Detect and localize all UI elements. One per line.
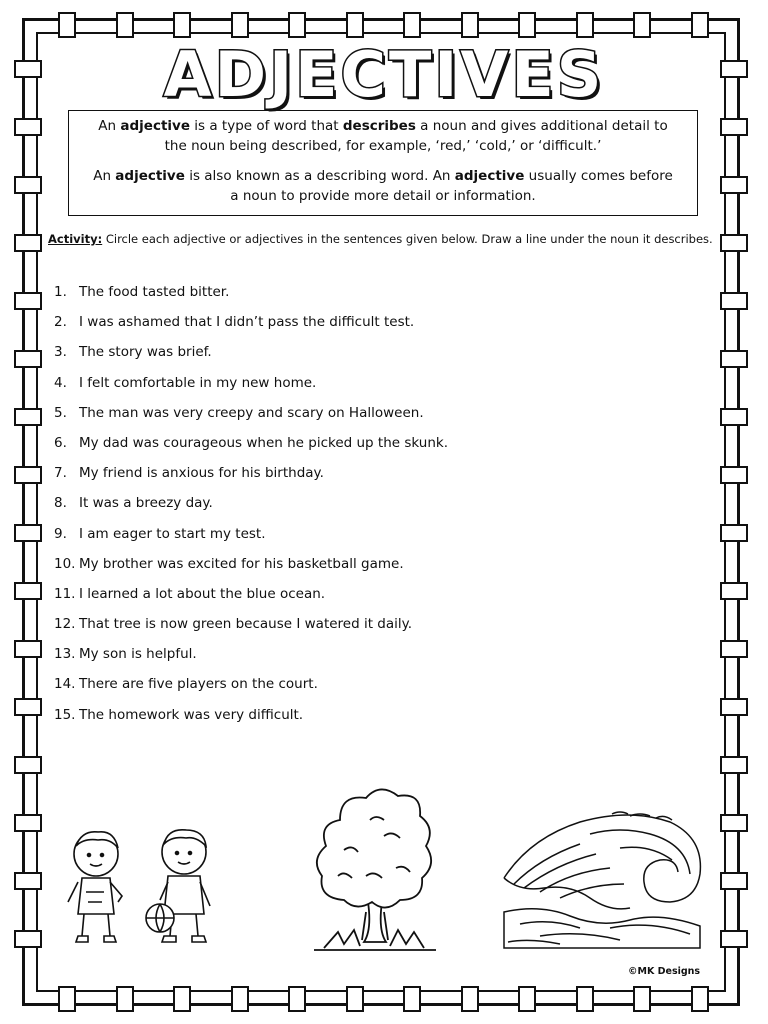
border-tab xyxy=(14,582,42,600)
border-tab xyxy=(288,986,306,1012)
border-tab xyxy=(116,986,134,1012)
page-title: ADJECTIVES xyxy=(163,38,605,111)
sentence-number: 1. xyxy=(54,284,67,300)
border-tab xyxy=(720,292,748,310)
border-tab xyxy=(720,640,748,658)
border-tab xyxy=(14,118,42,136)
definition-paragraph-2: An adjective is also known as a describing word. An adjective usually comes before a noun to provide more detail or information. xyxy=(93,168,673,204)
sentence-number: 12. xyxy=(54,616,76,633)
keyword: describes xyxy=(342,118,416,134)
border-tab xyxy=(346,986,364,1012)
ocean-wave-illustration xyxy=(500,808,706,958)
border-tab xyxy=(720,408,748,426)
border-tab xyxy=(14,466,42,484)
border-tab xyxy=(691,986,709,1012)
sentence-text: I was ashamed that I didn’t pass the difficult test. xyxy=(79,314,415,331)
border-tab xyxy=(14,640,42,658)
border-tab xyxy=(14,176,42,194)
sentence-number: 3. xyxy=(54,344,67,361)
border-tab xyxy=(720,524,748,542)
sentence-number: 7. xyxy=(54,465,67,482)
border-tab xyxy=(14,698,42,716)
border-tab xyxy=(461,12,479,38)
border-tab xyxy=(576,12,594,38)
sentence-text: My son is helpful. xyxy=(79,646,197,663)
sentence-number: 2. xyxy=(54,314,67,331)
sentence-text: The homework was very difficult. xyxy=(79,706,304,723)
border-tab xyxy=(403,986,421,1012)
border-tab xyxy=(720,872,748,890)
border-tab xyxy=(58,986,76,1012)
border-tab xyxy=(576,986,594,1012)
border-tab xyxy=(518,986,536,1012)
tree-illustration xyxy=(314,780,436,956)
sentence-number: 10. xyxy=(54,555,76,572)
border-tab xyxy=(14,756,42,774)
border-tab xyxy=(461,986,479,1012)
border-tab xyxy=(720,698,748,716)
sentence-text: I am eager to start my test. xyxy=(79,525,266,542)
sentence-text: My brother was excited for his basketball game. xyxy=(79,555,404,572)
border-tab xyxy=(116,12,134,38)
sentence-number: 6. xyxy=(54,434,67,451)
sentence-text: There are five players on the court. xyxy=(79,676,318,693)
sentence-text: My dad was courageous when he picked up the skunk. xyxy=(79,434,449,451)
sentence-number: 4. xyxy=(54,374,67,391)
sentence-number: 13. xyxy=(54,646,76,663)
border-tab xyxy=(691,12,709,38)
definition-paragraph-1: An adjective is a type of word that describes a noun and gives additional detail to the noun being described, for example, ‘red,’ ‘cold,’ or ‘difficult.’ xyxy=(98,118,668,154)
sentence-number: 15. xyxy=(54,706,76,723)
border-tab xyxy=(633,12,651,38)
border-tab xyxy=(14,872,42,890)
border-tab xyxy=(14,930,42,948)
border-tab xyxy=(403,12,421,38)
activity-label: Activity: xyxy=(48,232,103,246)
sentence-text: That tree is now green because I watered it daily. xyxy=(79,616,413,633)
border-tab xyxy=(173,986,191,1012)
sentence-number: 11. xyxy=(54,585,76,602)
border-tab xyxy=(720,118,748,136)
border-tab xyxy=(720,350,748,368)
border-tab xyxy=(14,814,42,832)
border-tab xyxy=(720,176,748,194)
keyword: adjective xyxy=(115,168,185,184)
copyright-text: ©MK Designs xyxy=(628,966,701,977)
border-tab xyxy=(14,408,42,426)
border-tab xyxy=(14,292,42,310)
border-tab xyxy=(14,350,42,368)
sentence-text: It was a breezy day. xyxy=(79,495,213,512)
border-tab xyxy=(518,12,536,38)
border-tab xyxy=(14,524,42,542)
sentence-text: The story was brief. xyxy=(79,344,212,361)
sentence-text: The man was very creepy and scary on Halloween. xyxy=(79,404,424,421)
keyword: adjective xyxy=(120,118,190,134)
sentence-text: I learned a lot about the blue ocean. xyxy=(79,585,326,602)
border-tab xyxy=(720,814,748,832)
border-tab xyxy=(231,12,249,38)
sentence-text: My friend is anxious for his birthday. xyxy=(79,465,324,482)
border-tab xyxy=(58,12,76,38)
definition-box xyxy=(68,110,698,216)
boys-basketball-illustration xyxy=(64,822,224,952)
sentence-number: 8. xyxy=(54,495,67,512)
activity-text: Circle each adjective or adjectives in the sentences given below. Draw a line under the noun it describes. xyxy=(105,232,713,246)
sentence-number: 14. xyxy=(54,676,76,693)
border-tab xyxy=(720,466,748,484)
sentence-text: I felt comfortable in my new home. xyxy=(79,374,317,391)
border-tab xyxy=(288,12,306,38)
border-tab xyxy=(346,12,364,38)
keyword: adjective xyxy=(454,168,525,184)
border-tab xyxy=(14,234,42,252)
border-tab xyxy=(173,12,191,38)
border-tab xyxy=(231,986,249,1012)
sentence-number: 9. xyxy=(54,525,67,542)
sentence-text: The food tasted bitter. xyxy=(79,284,230,300)
border-tab xyxy=(720,930,748,948)
activity-instructions xyxy=(48,232,738,246)
sentence-number: 5. xyxy=(54,404,67,421)
border-tab xyxy=(720,582,748,600)
border-tab xyxy=(633,986,651,1012)
border-tab xyxy=(720,756,748,774)
